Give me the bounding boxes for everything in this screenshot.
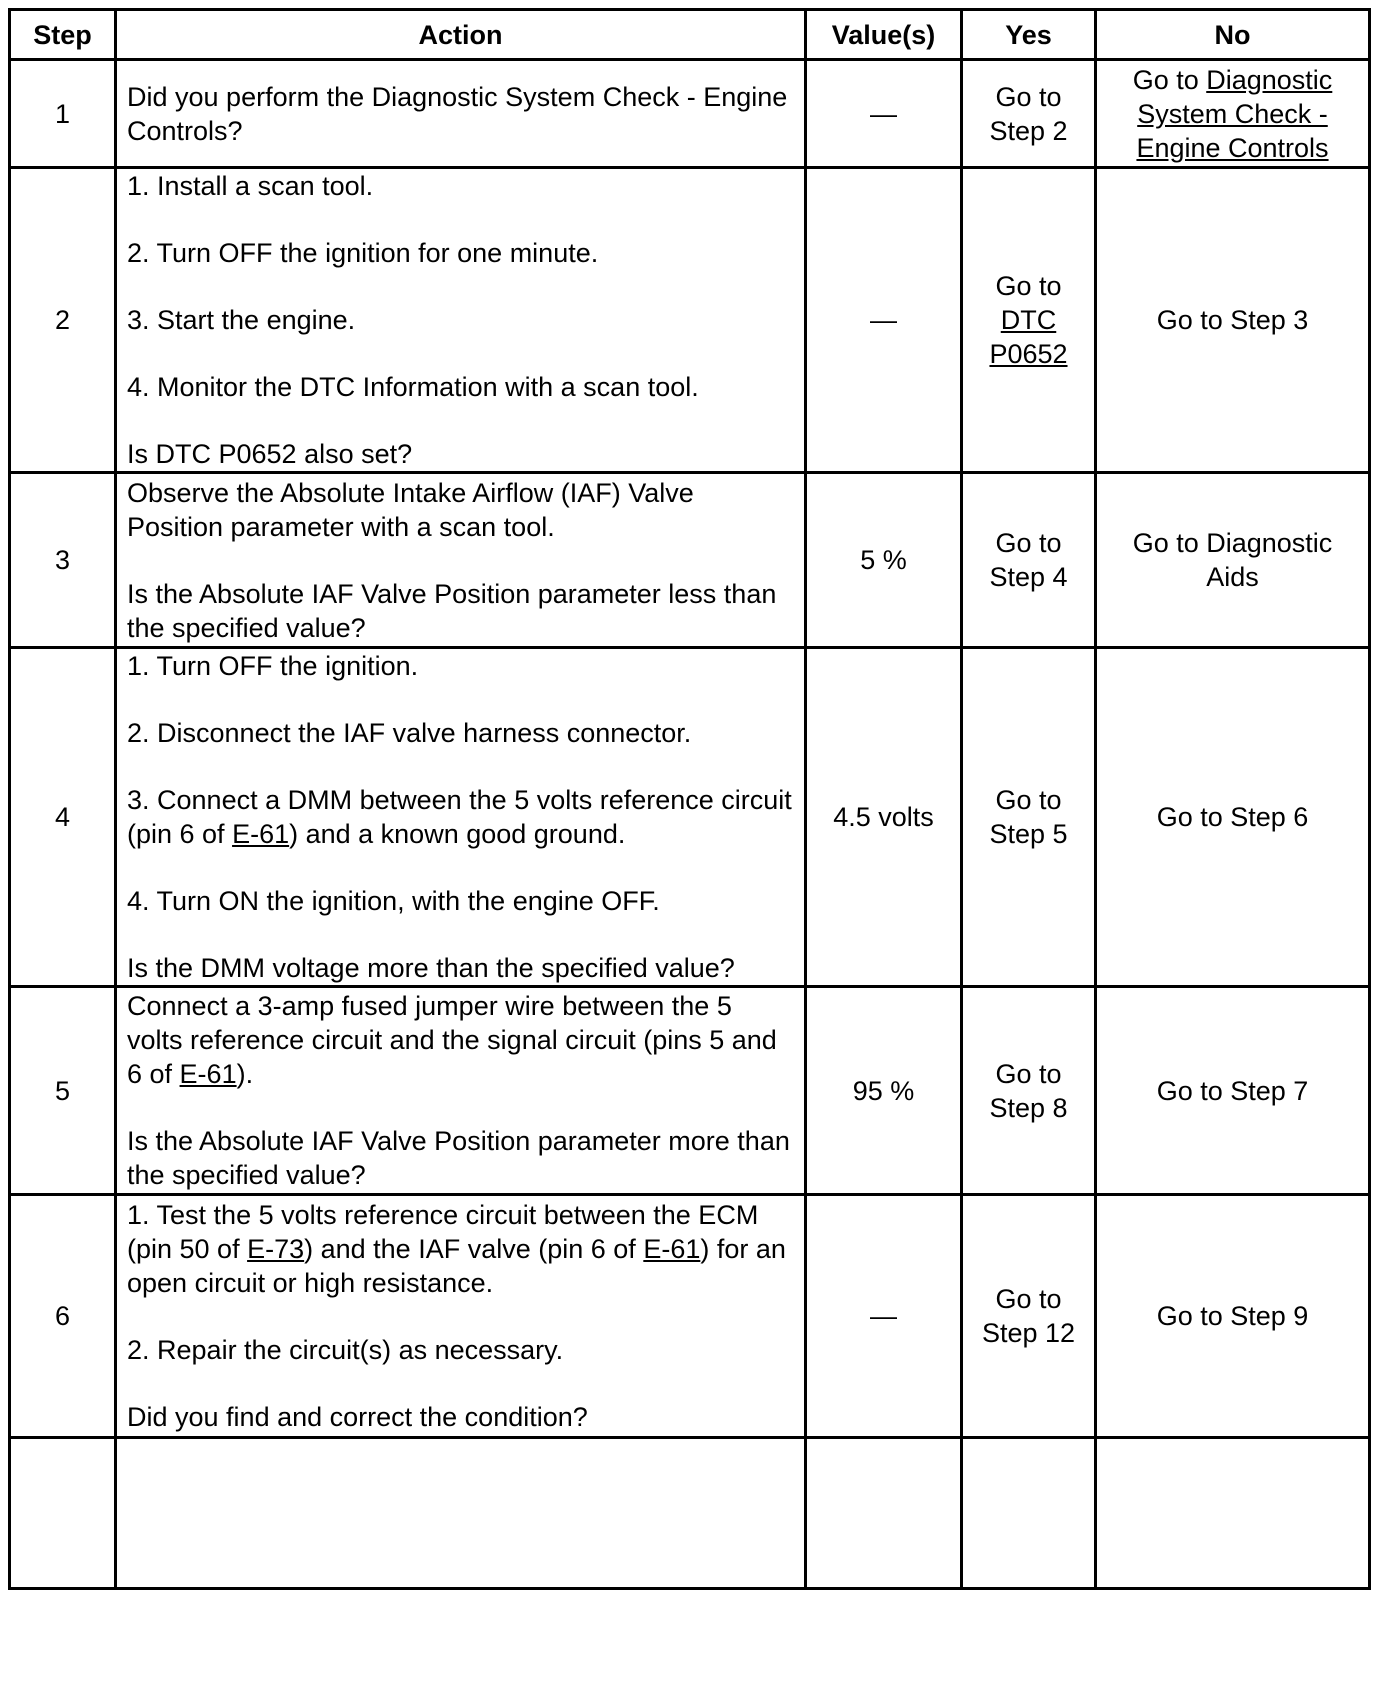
diagnostic-system-check-link[interactable]: Diagnostic — [1206, 64, 1333, 95]
action-text: ). — [236, 1059, 254, 1089]
action-cell — [116, 987, 806, 1195]
yes-cell — [962, 987, 1096, 1195]
no-cell: Go to Step 3 — [1096, 168, 1370, 473]
action-text: ) and a known good ground. — [289, 819, 626, 849]
action-cell — [116, 60, 806, 168]
empty-cell — [806, 1438, 962, 1589]
action-text: Did you perform the Diagnostic System Check - Engine Controls? — [127, 81, 788, 146]
table-row-empty — [10, 1438, 1370, 1589]
action-text: Connect a 3-amp fused jumper wire between the 5 volts reference circuit and the signal circuit (pins 5 and 6 of — [127, 991, 777, 1089]
action-text: ) and the IAF valve (pin 6 of — [304, 1234, 644, 1264]
empty-cell — [116, 1438, 806, 1589]
header-values: Value(s) — [806, 10, 962, 60]
action-text: 2. Disconnect the IAF valve harness connector. — [127, 718, 692, 748]
action-text: Is the Absolute IAF Valve Position parameter more than the specified value? — [127, 1126, 790, 1190]
value-cell: — — [806, 1195, 962, 1438]
no-cell — [1096, 473, 1370, 648]
no-text: Go to Diagnostic — [1132, 528, 1333, 558]
table-row — [10, 1195, 1370, 1438]
no-cell: Go to Step 9 — [1096, 1195, 1370, 1438]
action-cell — [116, 168, 806, 473]
empty-cell — [1096, 1438, 1370, 1589]
action-text: Did you find and correct the condition? — [127, 1402, 588, 1432]
header-step: Step — [10, 10, 116, 60]
header-yes: Yes — [962, 10, 1096, 60]
step-number: 3 — [10, 473, 116, 648]
yes-text: Go to — [995, 785, 1062, 815]
action-text: ) for an open circuit or high resistance. — [127, 1234, 786, 1298]
yes-text: Step 12 — [981, 1318, 1076, 1348]
step-number: 6 — [10, 1195, 116, 1438]
empty-cell — [962, 1438, 1096, 1589]
yes-cell — [962, 473, 1096, 648]
no-text: Aids — [1206, 562, 1259, 592]
action-text: 1. Test the 5 volts reference circuit between the ECM (pin 50 of — [127, 1200, 759, 1264]
connector-e61-link[interactable]: E-61 — [643, 1234, 701, 1264]
step-number: 5 — [10, 987, 116, 1195]
diagnostic-system-check-link[interactable]: Engine Controls — [1136, 132, 1329, 163]
yes-text: Step 5 — [989, 819, 1068, 849]
step-number: 4 — [10, 648, 116, 987]
yes-text: Step 2 — [989, 115, 1068, 146]
action-text: 1. Turn OFF the ignition. — [127, 651, 419, 681]
empty-cell — [10, 1438, 116, 1589]
yes-text: Go to — [995, 1058, 1062, 1089]
value-cell: — — [806, 60, 962, 168]
table-row — [10, 473, 1370, 648]
action-text: Is the DMM voltage more than the specified value? — [127, 953, 735, 983]
table-row — [10, 60, 1370, 168]
connector-e61-link[interactable]: E-61 — [232, 819, 290, 849]
action-text: 2. Repair the circuit(s) as necessary. — [127, 1335, 564, 1365]
dtc-p0652-link[interactable]: DTC — [1000, 305, 1057, 335]
action-cell — [116, 473, 806, 648]
yes-text: Go to — [995, 1284, 1062, 1314]
yes-text: Step 4 — [989, 562, 1068, 592]
yes-text: Go to — [995, 81, 1062, 112]
action-cell — [116, 1195, 806, 1438]
no-text: Go to — [1132, 64, 1207, 95]
action-text: 3. Start the engine. — [127, 305, 356, 335]
header-row — [10, 10, 1370, 60]
connector-e61-link[interactable]: E-61 — [179, 1059, 237, 1089]
action-cell — [116, 648, 806, 987]
action-text: 4. Monitor the DTC Information with a scan tool. — [127, 372, 699, 402]
value-cell: 5 % — [806, 473, 962, 648]
dtc-p0652-link[interactable]: P0652 — [989, 339, 1068, 369]
action-text: 1. Install a scan tool. — [127, 171, 374, 201]
action-text: Is the Absolute IAF Valve Position parameter less than the specified value? — [127, 578, 777, 643]
action-text: 4. Turn ON the ignition, with the engine OFF. — [127, 886, 660, 916]
yes-cell — [962, 60, 1096, 168]
header-action: Action — [116, 10, 806, 60]
yes-cell — [962, 1195, 1096, 1438]
table-row — [10, 648, 1370, 987]
step-number: 2 — [10, 168, 116, 473]
no-cell: Go to Step 6 — [1096, 648, 1370, 987]
document-page — [8, 8, 1371, 1590]
table-row — [10, 987, 1370, 1195]
yes-text: Go to — [995, 271, 1062, 301]
yes-cell — [962, 648, 1096, 987]
yes-text: Go to — [995, 528, 1062, 558]
no-cell — [1096, 60, 1370, 168]
connector-e73-link[interactable]: E-73 — [247, 1234, 305, 1264]
value-cell: — — [806, 168, 962, 473]
step-number: 1 — [10, 60, 116, 168]
header-no: No — [1096, 10, 1370, 60]
diagnostic-table — [8, 8, 1371, 1590]
action-text: 2. Turn OFF the ignition for one minute. — [127, 238, 599, 268]
yes-text: Step 8 — [989, 1092, 1068, 1123]
action-text: 3. Connect a DMM between the 5 volts reference circuit (pin 6 of — [127, 785, 792, 849]
yes-cell — [962, 168, 1096, 473]
no-cell: Go to Step 7 — [1096, 987, 1370, 1195]
action-text: Observe the Absolute Intake Airflow (IAF) Valve Position parameter with a scan tool. — [127, 477, 694, 542]
diagnostic-system-check-link[interactable]: System Check - — [1137, 98, 1328, 129]
value-cell: 4.5 volts — [806, 648, 962, 987]
action-text: Is DTC P0652 also set? — [127, 439, 413, 469]
table-row — [10, 168, 1370, 473]
value-cell: 95 % — [806, 987, 962, 1195]
